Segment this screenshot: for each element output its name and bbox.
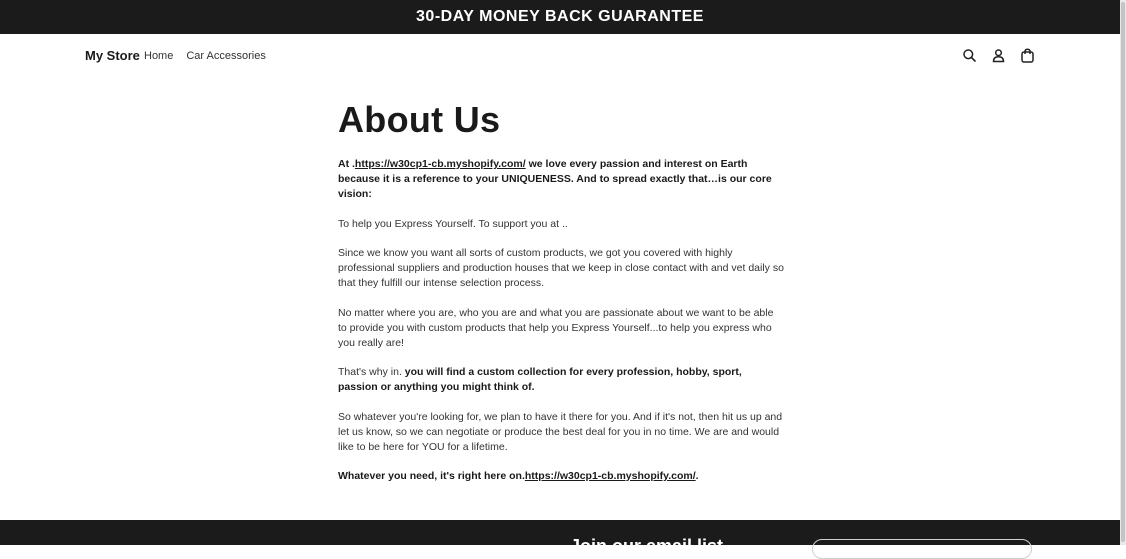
nav-home[interactable]: Home xyxy=(144,50,174,62)
closing-paragraph xyxy=(338,469,784,484)
cart-bag-icon[interactable] xyxy=(1020,48,1035,63)
main-nav xyxy=(144,50,266,62)
scrollbar-thumb[interactable] xyxy=(1121,2,1125,542)
footer-heading: Join our email list xyxy=(570,536,724,556)
store-logo-link[interactable]: My Store xyxy=(85,48,140,63)
collection-prefix: That's why in. xyxy=(338,366,405,378)
closing-store-url-link[interactable]: https://w30cp1-cb.myshopify.com/ xyxy=(524,470,696,482)
nav-car-accessories[interactable]: Car Accessories xyxy=(186,50,266,62)
account-icon[interactable] xyxy=(991,48,1006,63)
lifetime-paragraph: So whatever you're looking for, we plan to have it there for you. And if it's not, then hit us up and let us know, so we can negotiate or produce the best deal for you in no time. We are and would like to be here for YOU for a lifetime. xyxy=(338,410,783,453)
site-footer xyxy=(0,520,1120,556)
collection-bold: you will find a custom collection for every profession, hobby, sport, passion or anything you might think of. xyxy=(338,366,742,393)
page-title: About Us xyxy=(338,99,501,140)
intro-paragraph xyxy=(338,157,784,202)
search-icon[interactable] xyxy=(962,48,977,63)
announcement-text: 30-DAY MONEY BACK GUARANTEE xyxy=(416,8,704,25)
closing-prefix: Whatever you need, it's right here on. xyxy=(338,470,525,482)
collection-paragraph xyxy=(338,365,784,395)
express-paragraph: No matter where you are, who you are and what you are passionate about we want to be able to provide you with custom products that help you Express Yourself...to help you express who you really are! xyxy=(338,306,774,349)
store-url-link[interactable]: https://w30cp1-cb.myshopify.com/ xyxy=(354,158,526,170)
suppliers-paragraph: Since we know you want all sorts of custom products, we got you covered with highly professional suppliers and production houses that we keep in close contact with and vet daily so that they fulfill our intense selection process. xyxy=(338,247,784,289)
about-content xyxy=(338,100,784,499)
header-icons xyxy=(962,48,1035,63)
site-header xyxy=(0,34,1120,78)
mission-paragraph: To help you Express Yourself. To support you at .. xyxy=(338,217,568,230)
email-input[interactable] xyxy=(812,539,1032,559)
page-scrollbar[interactable] xyxy=(1120,0,1126,545)
intro-rest: we love every passion and interest on Earth because it is a reference to your UNIQUENESS. And to spread exactly that…is our core vision: xyxy=(338,158,772,200)
announcement-bar xyxy=(0,0,1120,34)
closing-suffix: . xyxy=(695,470,699,482)
intro-prefix: At . xyxy=(338,158,355,170)
